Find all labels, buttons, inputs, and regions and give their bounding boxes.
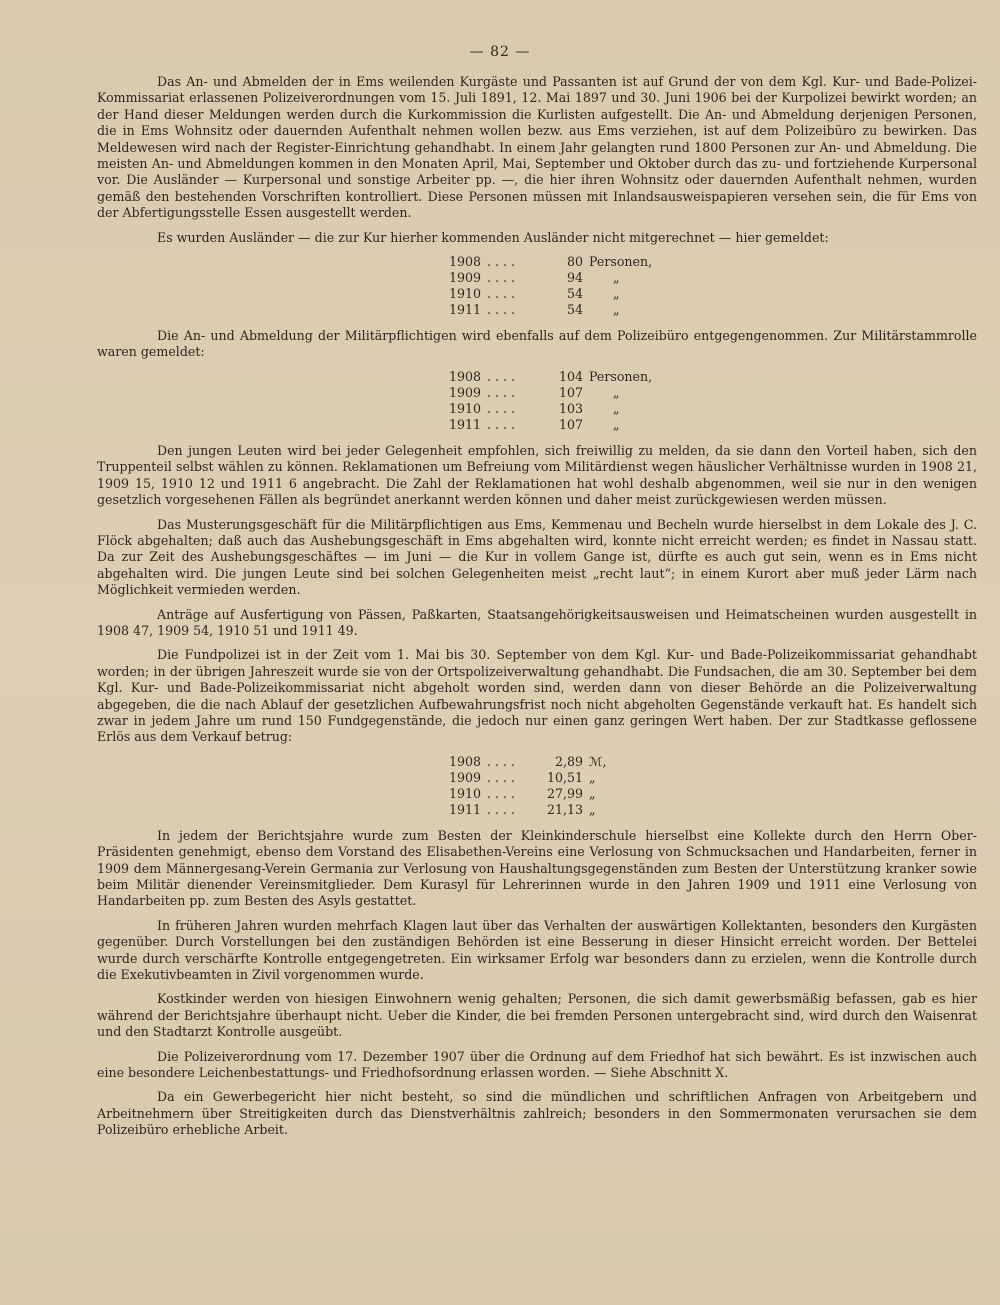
table-military bbox=[449, 369, 652, 433]
paragraph-lost-property: Die Fundpolizei ist in der Zeit vom 1. Mai bis 30. September von dem Kgl. Kur- und Bade-Polizeikommissariat gehandhabt worden; in der übrigen Jahreszeit wurde sie von der Ortspolizeiverwaltung gehandhabt. Die Fundsachen, die am 30. September bei dem Kgl. Kur- und Bade-Polizeikommissariat nicht abgeholt worden sind, werden dann von dieser Behörde an die Polizeiverwaltung abgegeben, die die nach Ablauf der gesetzlichen Aufbewahrungsfrist noch nicht abgeholten Gegenstände verkauft hat. Es handelt sich zwar in jedem Jahre um rund 150 Fundgegenstände, die jedoch nur einen ganz geringen Wert haben. Der zur Stadtkasse geflossene Erlös aus dem Verkauf betrug: bbox=[97, 647, 977, 745]
table-row: 1909 .... 10,51 „ bbox=[449, 769, 596, 785]
table-proceeds bbox=[449, 754, 606, 818]
paragraph-cemetery: Die Polizeiverordnung vom 17. Dezember 1907 über die Ordnung auf dem Friedhof hat sich bewährt. Es ist inzwischen auch eine besondere Leichenbestattungs- und Friedhofsordnung erlassen worden. — Siehe Abschnitt X. bbox=[97, 1048, 977, 1081]
table-row: 1911 .... 54 „ bbox=[449, 302, 620, 318]
paragraph-foster-children: Kostkinder werden von hiesigen Einwohnern wenig gehalten; Personen, die sich damit gewerbsmäßig befassen, gab es hier während der Berichtsjahre überhaupt nicht. Ueber die Kinder, die bei fremden Personen untergebracht sind, wird durch den Waisenrat und den Stadtarzt Kontrolle ausgeübt. bbox=[97, 991, 977, 1040]
paragraph-registration: Das An- und Abmelden der in Ems weilenden Kurgäste und Passanten ist auf Grund der von dem Kgl. Kur- und Bade-Polizei-Kommissariat erlassenen Polizeiverordnungen vom 15. Juli 1891, 12. Mai 1897 und 30. Juni 1906 bei der Kurpolizei bewirkt worden; an der Hand dieser Meldungen werden durch die Kurkommission die Kurlisten aufgestellt. Die An- und Abmeldung derjenigen Personen, die in Ems Wohnsitz oder dauernden Aufenthalt nehmen wollen bezw. aus Ems verziehen, ist auf dem Polizeibüro zu bewirken. Das Meldewesen wird nach der Register-Einrichtung gehandhabt. In einem Jahr gelangten rund 1800 Personen zur An- und Abmeldung. Die meisten An- und Abmeldungen kommen in den Monaten April, Mai, September und Oktober durch das zu- und fortziehende Kurpersonal vor. Die Ausländer — Kurpersonal und sonstige Arbeiter pp. —, die hier ihren Wohnsitz oder dauernden Aufenthalt nehmen, wurden gemäß den bestehenden Vorschriften kontrolliert. Diese Personen müssen mit Inlandsausweispapieren versehen sein, die für Ems von der Abfertigungsstelle Essen ausgestellt werden. bbox=[97, 74, 977, 221]
table-row: 1910 .... 27,99 „ bbox=[449, 785, 596, 801]
table-row: 1908 .... 2,89 ℳ, bbox=[449, 753, 607, 769]
table-row: 1908 .... 104 Personen, bbox=[449, 368, 653, 384]
table-row: 1910 .... 103 „ bbox=[449, 400, 620, 416]
paragraph-muster: Das Musterungsgeschäft für die Militärpflichtigen aus Ems, Kemmenau und Becheln wurde hierselbst in dem Lokale des J. C. Flöck abgehalten; daß auch das Aushebungsgeschäft in Ems abgehalten wird, konnte nicht erreicht werden; es findet in Nassau statt. Da zur Zeit des Aushebungsgeschäftes — im Juni — die Kur in vollem Gange ist, dürfte es auch gut sein, wenn es in Ems nicht abgehalten wird. Die jungen Leute sind bei solchen Gelegenheiten meist „recht laut“; in einem Kurort aber muß jeder Lärm nach Möglichkeit vermieden werden. bbox=[97, 516, 977, 598]
paragraph-labour-disputes: Da ein Gewerbegericht hier nicht besteht, so sind die mündlichen und schriftlichen Anfragen von Arbeitgebern und Arbeitnehmern über Streitigkeiten durch das Dienstverhältnis zahlreich; besonders in den Sommermonaten verursachen sie dem Polizeibüro erhebliche Arbeit. bbox=[97, 1089, 977, 1138]
page-body bbox=[97, 74, 977, 1147]
table-row: 1911 .... 21,13 „ bbox=[449, 801, 596, 817]
paragraph-collectors: In früheren Jahren wurden mehrfach Klagen laut über das Verhalten der auswärtigen Kollektanten, besonders den Kurgästen gegenüber. Durch Vorstellungen bei den zuständigen Behörden ist eine Besserung in dieser Hinsicht erreicht worden. Der Bettelei wurde durch verschärfte Kontrolle entgegengetreten. Ein wirksamer Erfolg war besonders dann zu erzielen, wenn die Kontrolle durch die Exekutivbeamten in Zivil vorgenommen wurde. bbox=[97, 917, 977, 983]
paragraph-passports: Anträge auf Ausfertigung von Pässen, Paßkarten, Staatsangehörigkeitsausweisen und Heimatscheinen wurden ausgestellt in 1908 47, 1909 54, 1910 51 und 1911 49. bbox=[97, 606, 977, 638]
paragraph-military-registration: Die An- und Abmeldung der Militärpflichtigen wird ebenfalls auf dem Polizeibüro entgegengenommen. Zur Militärstammrolle waren gemeldet: bbox=[97, 328, 977, 360]
page-number: — 82 — bbox=[469, 44, 531, 60]
paragraph-collections: In jedem der Berichtsjahre wurde zum Besten der Kleinkinderschule hierselbst eine Kollekte durch den Herrn Ober-Präsidenten genehmigt, ebenso dem Vorstand des Elisabethen-Vereins eine Verlosung von Schmucksachen und Handarbeiten, ferner in 1909 dem Männergesang-Verein Germania zur Verlosung von Haushaltungsgegenständen zum Besten der Unterstützung kranker sowie beim Militär dienender Vereinsmitglieder. Dem Kurasyl für Lehrerinnen wurde in den Jahren 1909 und 1911 eine Verlosung von Handarbeiten pp. zum Besten des Asyls gestattet. bbox=[97, 827, 977, 909]
table-row: 1909 .... 94 „ bbox=[449, 270, 620, 286]
paragraph-young-men: Den jungen Leuten wird bei jeder Gelegenheit empfohlen, sich freiwillig zu melden, da sie dann den Vorteil haben, sich den Truppenteil selbst wählen zu können. Reklamationen um Befreiung vom Militärdienst wegen häuslicher Verhältnisse wurden in 1908 21, 1909 15, 1910 12 und 1911 6 angebracht. Die Zahl der Reklamationen hat wohl deshalb abgenommen, weil sie nur in den wenigen gesetzlich vorgesehenen Fällen als begründet anerkannt werden können und daher meist zurückgewiesen werden müssen. bbox=[97, 442, 977, 508]
table-row: 1911 .... 107 „ bbox=[449, 416, 620, 432]
table-row: 1908 .... 80 Personen, bbox=[449, 254, 653, 270]
table-foreigners bbox=[449, 254, 652, 318]
paragraph-foreigners-intro: Es wurden Ausländer — die zur Kur hierher kommenden Ausländer nicht mitgerechnet — hier gemeldet: bbox=[157, 229, 829, 245]
table-row: 1910 .... 54 „ bbox=[449, 286, 620, 302]
table-row: 1909 .... 107 „ bbox=[449, 384, 620, 400]
